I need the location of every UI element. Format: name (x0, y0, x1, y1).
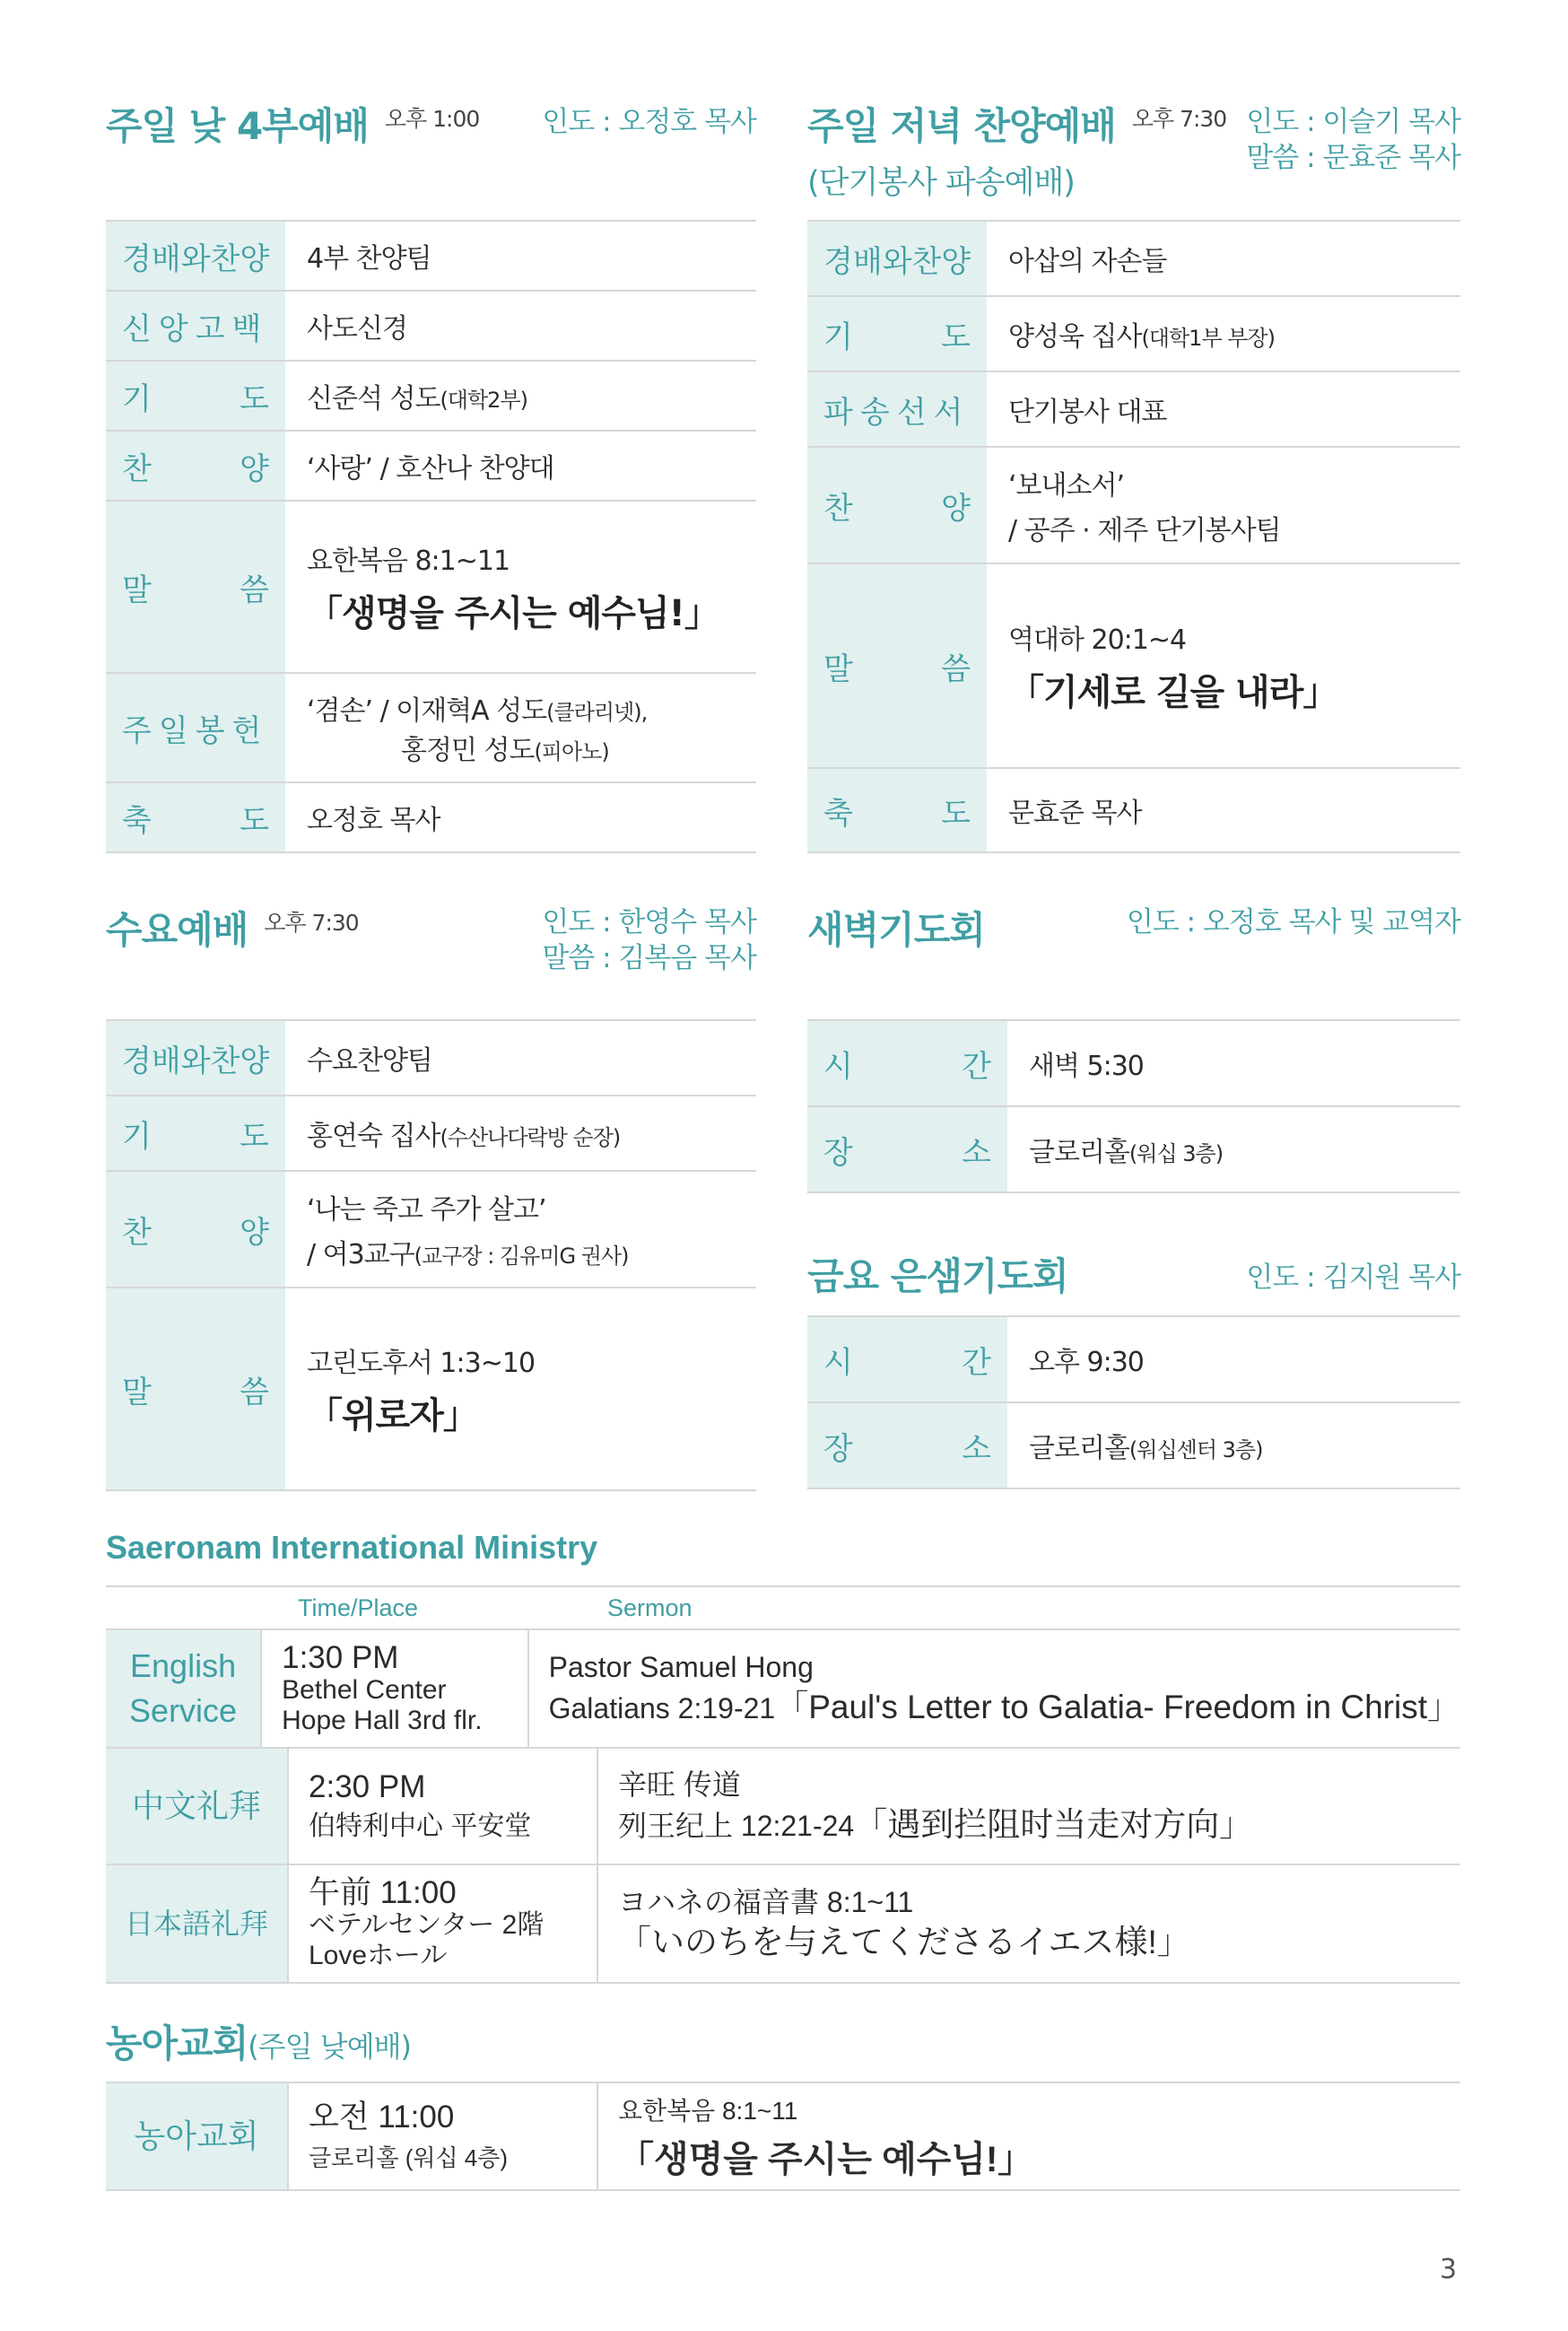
evening-leader-text: 인도 : 이슬기 목사 (1246, 106, 1460, 138)
table-row (106, 432, 756, 502)
evening-leader (1246, 104, 1460, 176)
wednesday-leader (542, 904, 756, 976)
evening-table (807, 220, 1460, 853)
table-row (106, 1749, 1460, 1865)
table-row (106, 783, 756, 853)
row-label: 장 소 (807, 1403, 1009, 1488)
deaf-header (106, 2014, 411, 2068)
sermon-title: 「위로자」 (307, 1394, 478, 1436)
table-row (807, 297, 1460, 372)
sermon: ヨハネの福音書 8:1~11 「いのちを与えてくださるイエス様!」 (597, 1865, 1460, 1982)
intl-header-row (106, 1585, 1460, 1630)
row-label: 말 씀 (106, 502, 287, 672)
col-sermon-header: Sermon (607, 1593, 693, 1621)
evening-time: 오후 7:30 (1131, 106, 1227, 132)
table-row (106, 1172, 756, 1288)
page-number: 3 (1440, 2254, 1458, 2285)
table-row (807, 1107, 1460, 1193)
friday-table (807, 1315, 1460, 1489)
sermon-line: Galatians 2:19-21「Paul's Letter to Galatia- Freedom in Christ」 (548, 1688, 1460, 1725)
evening-header (807, 97, 1226, 203)
table-row (106, 1021, 756, 1096)
table-row (807, 564, 1460, 769)
dawn-title: 새벽기도회 (807, 908, 985, 952)
table-row (106, 362, 756, 432)
service-label: 日本語礼拜 (106, 1865, 287, 1982)
row-label: 찬 양 (807, 448, 989, 563)
sermon-ref: 요한복음 8:1~11 (307, 545, 510, 577)
evening-title: 주일 저녁 찬양예배 (807, 104, 1116, 148)
dawn-header (807, 901, 985, 955)
table-row (807, 769, 1460, 853)
table-row (106, 292, 756, 362)
row-label: 시 간 (807, 1317, 1009, 1401)
sunday4-leader: 인도 : 오정호 목사 (542, 106, 756, 138)
row-label: 말 씀 (106, 1288, 287, 1489)
row-value: 단기봉사 대표 (1008, 397, 1167, 428)
row-value: 사도신경 (307, 313, 407, 345)
row-label: 신앙고백 (106, 292, 287, 360)
sermon-line: 列王纪上 12:21-24「遇到拦阻时当走对方向」 (618, 1805, 1253, 1843)
sunday4-time: 오후 1:00 (384, 106, 480, 132)
table-row (807, 372, 1460, 448)
table-row (106, 2083, 1460, 2191)
time-place: 午前 11:00 ベテルセンター 2階 Loveホール (287, 1865, 597, 1982)
table-row (106, 1288, 756, 1491)
friday-leader: 인도 : 김지원 목사 (1246, 1262, 1460, 1294)
sunday4-table (106, 220, 756, 853)
row-label: 축 도 (106, 783, 287, 851)
table-row (807, 222, 1460, 297)
row-value: 아삽의 자손들 (1008, 246, 1167, 277)
deaf-title-small: (주일 낮예배) (248, 2030, 411, 2064)
hymn-line-2: / 여3교구(교구장 : 김유미G 권사) (307, 1239, 629, 1270)
table-row (106, 502, 756, 674)
row-value: 새벽 5:30 (1029, 1051, 1144, 1082)
sermon: 辛旺 传道 列王纪上 12:21-24「遇到拦阻时当走对方向」 (597, 1749, 1460, 1864)
row-label: 기 도 (807, 297, 989, 371)
sermon-title: 「생명을 주시는 예수님!」 (307, 592, 719, 634)
service-label: 中文礼拜 (106, 1749, 287, 1864)
table-row (807, 1403, 1460, 1489)
wednesday-title: 수요예배 (106, 908, 248, 952)
row-label: 경배와찬양 (106, 1021, 287, 1095)
row-label: 주일봉헌 (106, 674, 287, 781)
sunday4-title: 주일 낮 4부예배 (106, 104, 369, 148)
row-value: 글로리홀(워십센터 3층) (1029, 1433, 1263, 1464)
intl-table (106, 1585, 1460, 1984)
row-label: 파송선서 (807, 372, 989, 446)
sunday4-header (106, 97, 479, 151)
row-value: 글로리홀(워십 3층) (1029, 1137, 1224, 1168)
sermon-ref: 역대하 20:1~4 (1008, 624, 1187, 656)
deaf-table (106, 2082, 1460, 2191)
wednesday-preacher-text: 말씀 : 김복음 목사 (542, 942, 756, 974)
row-value: 양성욱 집사(대학1부 부장) (1008, 321, 1275, 353)
row-label: 기 도 (106, 1096, 287, 1170)
sermon: Pastor Samuel Hong Galatians 2:19-21「Paul's Letter to Galatia- Freedom in Christ」 (527, 1630, 1460, 1747)
row-value: 오정호 목사 (307, 805, 440, 836)
offering-line-2: 홍정민 성도(피아노) (401, 735, 609, 766)
friday-title: 금요 은샘기도회 (807, 1254, 1068, 1298)
sermon-ref: 고린도후서 1:3~10 (307, 1347, 536, 1379)
row-label: 축 도 (807, 769, 989, 851)
hymn-line-1: ‘나는 죽고 주가 살고’ (307, 1194, 546, 1226)
intl-title: Saeronam International Ministry (106, 1529, 598, 1566)
dawn-leader: 인도 : 오정호 목사 및 교역자 (1126, 906, 1460, 939)
row-value: 문효준 목사 (1008, 798, 1142, 829)
table-row (807, 448, 1460, 564)
table-row (807, 1317, 1460, 1403)
wednesday-header (106, 901, 359, 955)
table-row (106, 1865, 1460, 1984)
deaf-title: 농아교회 (106, 2021, 248, 2065)
row-value: 수요찬양팀 (307, 1045, 432, 1077)
evening-subtitle: (단기봉사 파송예배) (807, 165, 1075, 201)
table-row (106, 674, 756, 783)
row-label: 말 씀 (807, 564, 989, 767)
evening-preacher-text: 말씀 : 문효준 목사 (1246, 142, 1460, 174)
wednesday-leader-text: 인도 : 한영수 목사 (542, 906, 756, 939)
table-row (807, 1021, 1460, 1107)
row-label: 경배와찬양 (106, 222, 287, 290)
deaf-label: 농아교회 (106, 2083, 287, 2189)
row-value: 오후 9:30 (1029, 1347, 1144, 1378)
row-label: 장 소 (807, 1107, 1009, 1192)
row-label: 찬 양 (106, 1172, 287, 1287)
row-value: 4부 찬양팀 (307, 243, 431, 275)
row-label: 기 도 (106, 362, 287, 430)
service-label: English Service (106, 1630, 260, 1747)
row-value: ‘사랑’ / 호산나 찬양대 (307, 453, 554, 485)
row-label: 시 간 (807, 1021, 1009, 1105)
row-value: 신준석 성도(대학2부) (307, 383, 527, 415)
row-label: 경배와찬양 (807, 222, 989, 295)
time-place: 1:30 PM Bethel Center Hope Hall 3rd flr. (260, 1630, 527, 1747)
wednesday-table (106, 1019, 756, 1491)
friday-header (807, 1247, 1068, 1301)
wednesday-time: 오후 7:30 (264, 910, 359, 936)
hymn-line-1: ‘보내소서’ (1008, 470, 1124, 502)
table-row (106, 222, 756, 292)
offering-line-1: ‘겸손’ / 이재혁A 성도(클라리넷), (307, 695, 648, 727)
row-label: 찬 양 (106, 432, 287, 500)
dawn-table (807, 1019, 1460, 1193)
row-value: 홍연숙 집사(수산나다락방 순장) (307, 1121, 621, 1152)
table-row (106, 1096, 756, 1172)
hymn-line-2: / 공주 · 제주 단기봉사팀 (1008, 515, 1281, 546)
table-row (106, 1630, 1460, 1749)
deaf-time-place: 오전 11:00 글로리홀 (워십 4층) (287, 2083, 597, 2189)
deaf-sermon: 요한복음 8:1~11 「생명을 주시는 예수님!」 (597, 2083, 1460, 2189)
sermon-title: 「기세로 길을 내라」 (1008, 671, 1338, 713)
col-time-header: Time/Place (298, 1593, 419, 1621)
time-place: 2:30 PM 伯特利中心 平安堂 (287, 1749, 597, 1864)
